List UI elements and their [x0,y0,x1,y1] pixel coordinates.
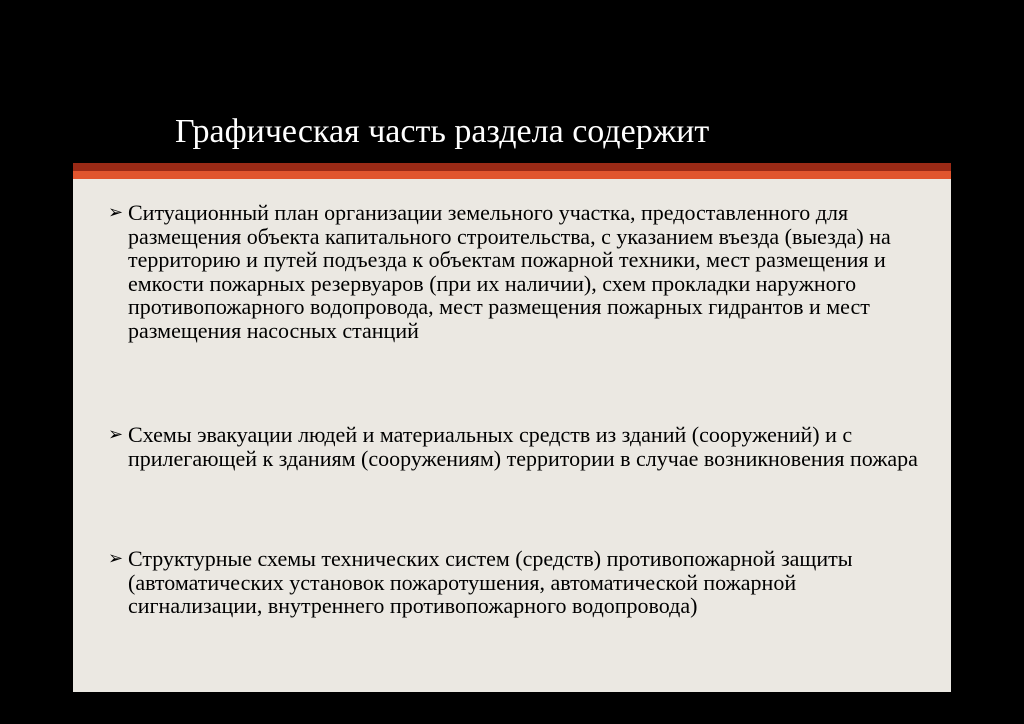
bullet-item-text: Схемы эвакуации людей и материальных средств из зданий (сооружений) и с прилегающей к зданиям (сооружениям) территории в случае возникновения пожара [128,422,918,471]
arrow-bullet-icon: ➢ [108,202,124,223]
slide-title: Графическая часть раздела содержит [175,113,710,150]
bullet-item [108,201,928,342]
title-underline-light [73,171,951,179]
arrow-bullet-icon: ➢ [108,424,124,445]
bullet-item [108,423,928,470]
title-underline-dark [73,163,951,171]
bullet-item-text: Ситуационный план организации земельного участка, предоставленного для размещения объекта капитального строительства, с указанием въезда (выезда) на территорию и путей подъезда к объектам пожарной техники, мест размещения и емкости пожарных резервуаров (при их наличии), схем прокладки наружного противопожарного водопровода, мест размещения пожарных гидрантов и мест размещения насосных станций [128,200,891,343]
arrow-bullet-icon: ➢ [108,548,124,569]
bullet-item [108,547,928,618]
bullet-item-text: Структурные схемы технических систем (средств) противопожарной защиты (автоматических установок пожаротушения, автоматической пожарной сигнализации, внутреннего противопожарного водопровода) [128,546,853,618]
content-panel [73,179,951,692]
